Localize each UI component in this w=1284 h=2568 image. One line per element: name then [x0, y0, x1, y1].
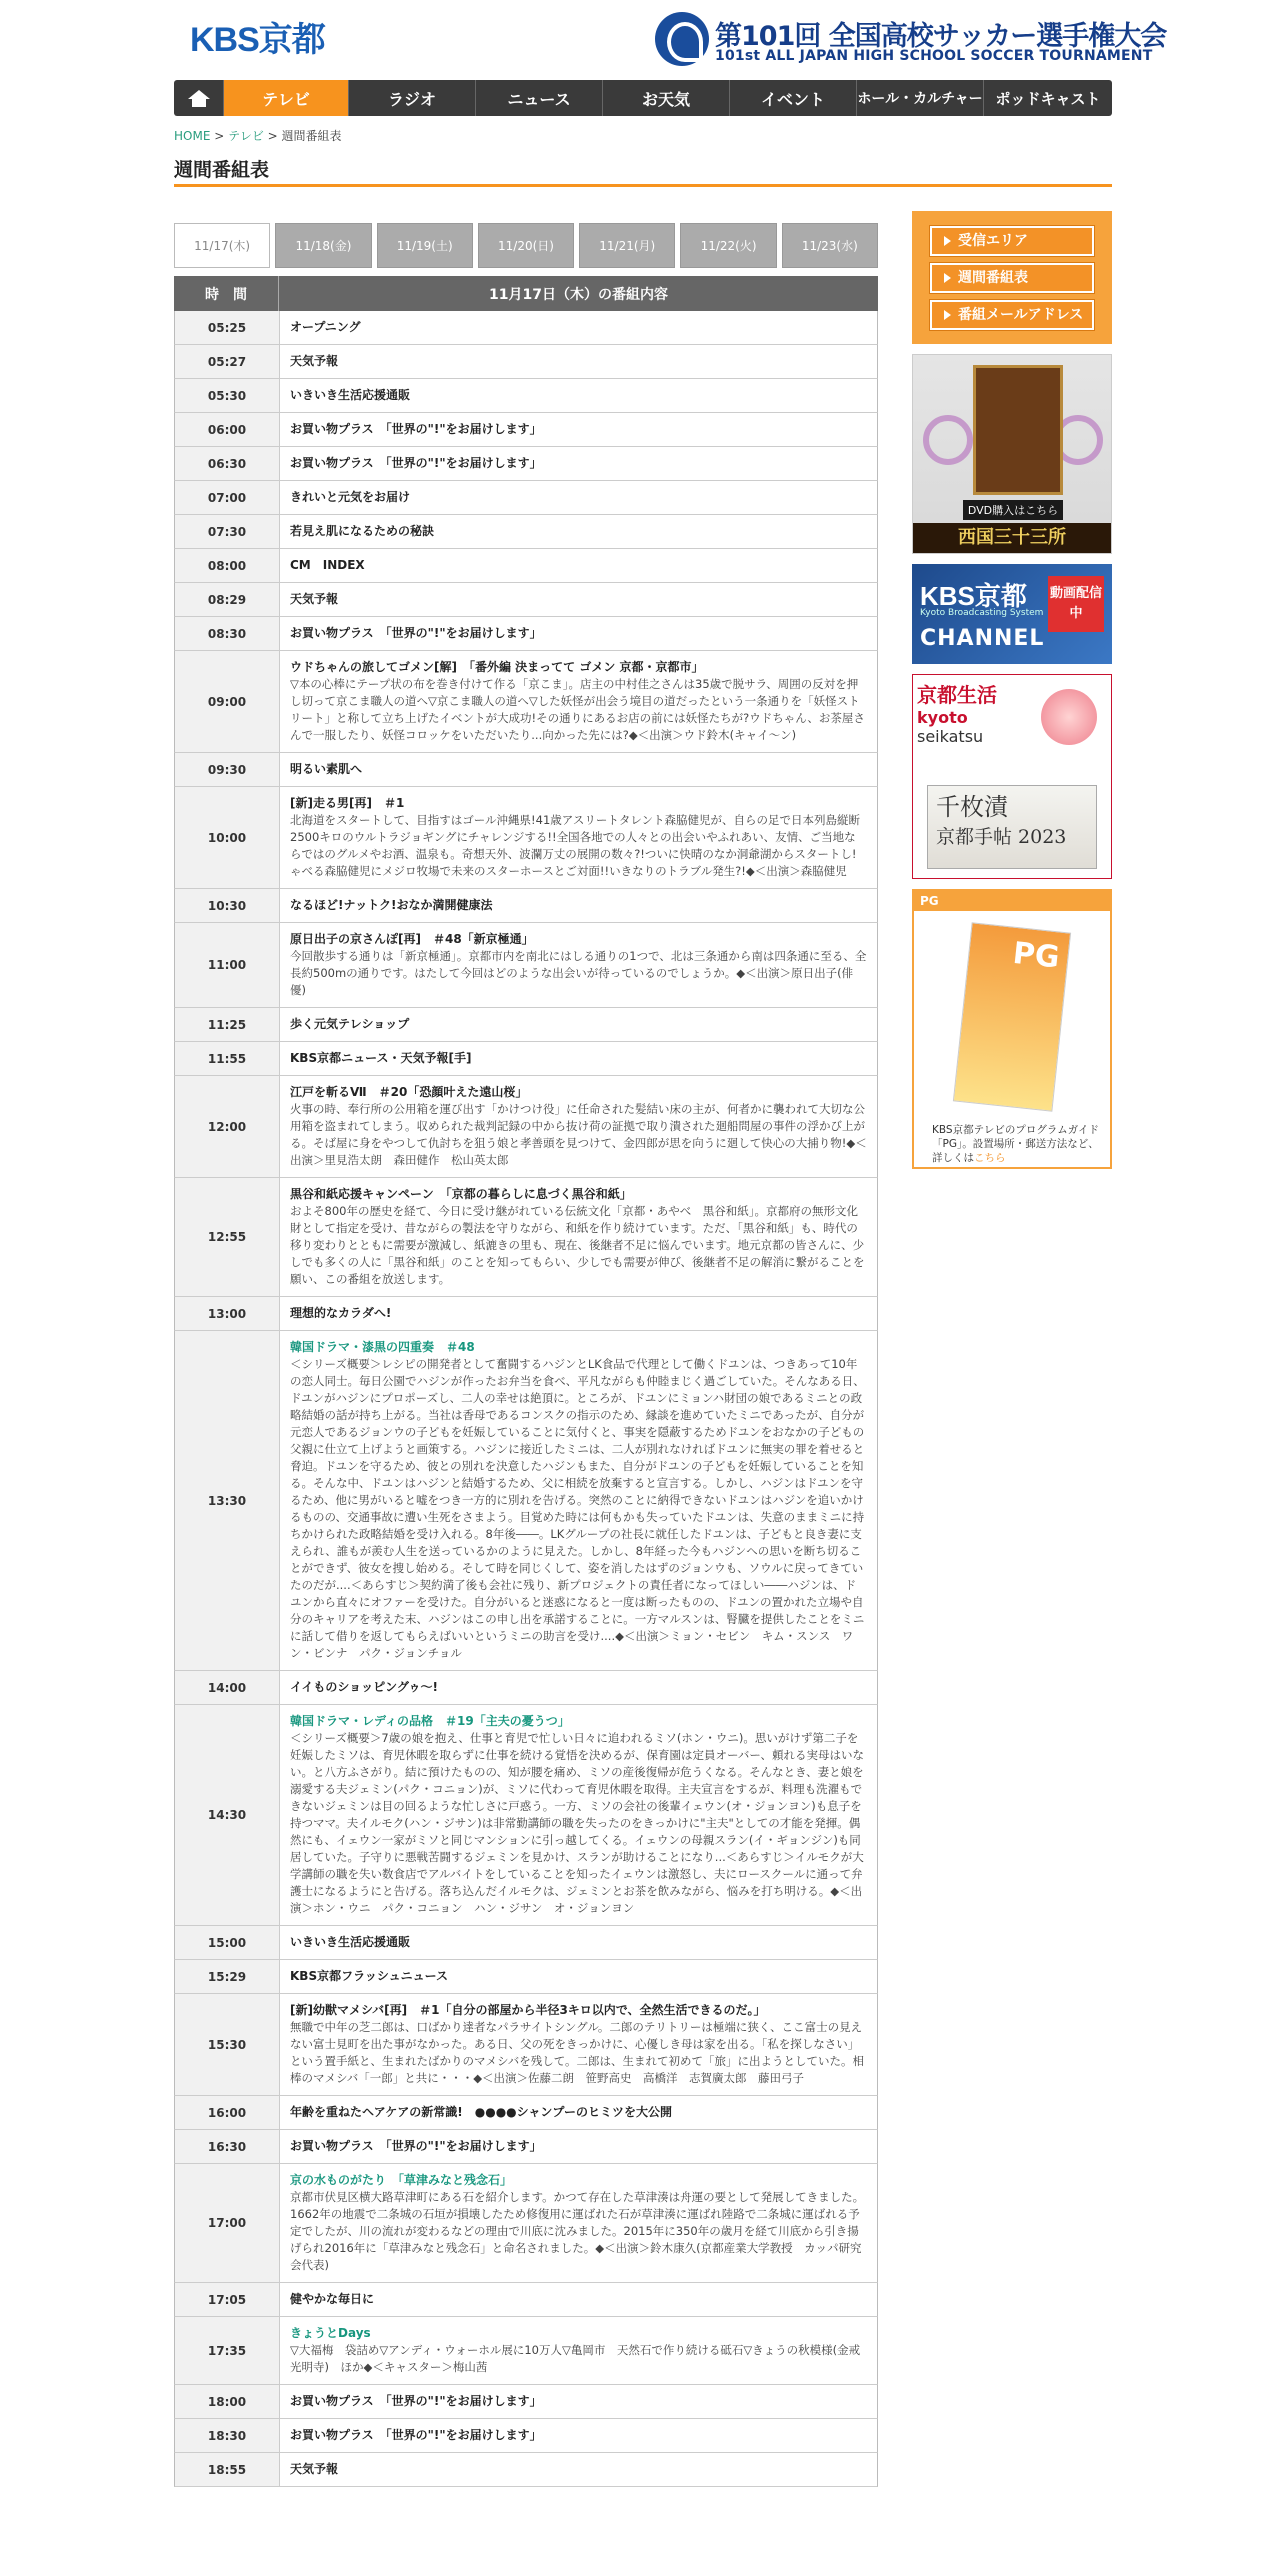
program-mail-button[interactable]: 番組メールアドレス	[930, 300, 1094, 330]
program-description: ▽本の心棒にテープ状の布を巻き付けて作る「京こま」。店主の中村佳之さんは35歳で脱サラ、周囲の反対を押し切って京こま職人の道へ▽京こま職人の道へ▽した妖怪が出会う境目の道だったという一条通りを「妖怪ストリート」と称して立ち上げたイベントが大成功!その通りにあるお店の前には妖怪たちが?ウドちゃん、お茶屋さんで一服したり、妖怪コロッケをいただいたり...向かった先には?◆＜出演＞ウド鈴木(キャイ～ン)	[290, 677, 865, 742]
program-time: 13:30	[175, 1331, 280, 1670]
program-content	[280, 2317, 877, 2384]
nav-item-news[interactable]: ニュース	[476, 80, 603, 116]
program-time: 13:00	[175, 1297, 280, 1330]
table-row	[174, 2419, 878, 2453]
program-content	[280, 515, 877, 548]
cho-title: 千枚漬	[936, 793, 1008, 821]
program-time: 07:30	[175, 515, 280, 548]
tab-date[interactable]: 11/23(水)	[782, 223, 878, 268]
program-description: 北海道をスタートして、目指すはゴール沖縄県!41歳アスリートタレント森脇健児が、自らの足で日本列島縦断2500キロのウルトラジョギングにチャレンジする!!全国各地での人々との出会いやふれあい、友情、ご当地ならではのグルメやお酒、温泉も。奇想天外、波瀾万丈の展開の数々?!ついに快晴のなか洞爺湖からスタートし!ゃべる森脇健児にメジロ牧場で未来のスターホースとご対面!!いきなりのトラブル発生?!◆＜出演＞森脇健児	[290, 813, 861, 878]
senmaizuke-notebook[interactable]	[927, 785, 1097, 869]
weekly-schedule-button[interactable]: 週間番組表	[930, 263, 1094, 293]
breadcrumb-tv[interactable]: テレビ	[228, 129, 264, 143]
table-row	[174, 311, 878, 345]
program-title: お買い物プラス 「世界の"!"をお届けします」	[290, 422, 542, 436]
program-title: お買い物プラス 「世界の"!"をお届けします」	[290, 626, 542, 640]
content-column-header: 11月17日（木）の番組内容	[489, 286, 668, 303]
table-row	[174, 1297, 878, 1331]
table-row	[174, 1331, 878, 1671]
program-content	[280, 1926, 877, 1959]
table-row	[174, 447, 878, 481]
program-time: 17:00	[175, 2164, 280, 2282]
schedule-table	[174, 311, 878, 2487]
program-content	[280, 2419, 877, 2452]
saigoku-title: 西国三十三所	[913, 523, 1111, 553]
table-row	[174, 1178, 878, 1297]
kyoto-sub: kyoto	[917, 708, 968, 727]
pg-booklet-image[interactable]	[953, 922, 1071, 1111]
tab-date[interactable]: 11/22(火)	[680, 223, 776, 268]
program-title: お買い物プラス 「世界の"!"をお届けします」	[290, 456, 542, 470]
program-content	[280, 1671, 877, 1704]
tab-date[interactable]: 11/17(木)	[174, 223, 270, 268]
table-row	[174, 1042, 878, 1076]
table-row	[174, 2317, 878, 2385]
sidebar-menu	[912, 211, 1112, 344]
program-content	[280, 413, 877, 446]
program-time: 06:00	[175, 413, 280, 446]
program-content	[280, 2453, 877, 2486]
program-time: 15:29	[175, 1960, 280, 1993]
program-content	[280, 2385, 877, 2418]
program-time: 08:30	[175, 617, 280, 650]
breadcrumb: HOME > テレビ > 週間番組表	[174, 129, 342, 143]
kyoto-seikatsu: seikatsu	[917, 727, 984, 746]
program-time: 08:29	[175, 583, 280, 616]
kyoto-title: 京都生活	[917, 683, 997, 707]
dvd-box-icon	[973, 365, 1063, 495]
program-time: 18:00	[175, 2385, 280, 2418]
program-title: 天気予報	[290, 592, 339, 606]
program-time: 16:00	[175, 2096, 280, 2129]
program-title: いきいき生活応援通販	[290, 388, 411, 402]
program-title: お買い物プラス 「世界の"!"をお届けします」	[290, 2139, 542, 2153]
table-row	[174, 2385, 878, 2419]
program-description: 火事の時、奉行所の公用箱を運び出す「かけつけ役」に任命された髪結い床の主が、何者かに襲われて大切な公用箱を盗まれてしまう。収められた裁判記録の中から抜け荷の証拠で取り潰された廻船問屋の事件の浮かび上がる。そば屋に身をやつして仇討ちを狙う娘と孝善頭を見つけて、金四郎が思を向うに廻して快心の大捕り物!◆＜出演＞里見浩太朗 森田健作 松山英太郎	[290, 1102, 867, 1167]
page-title: 週間番組表	[174, 155, 1112, 187]
cho-line2: 京都手帖 2023	[936, 826, 1067, 848]
program-title: イイものショッピングゥ～!	[290, 1680, 439, 1694]
program-time: 10:30	[175, 889, 280, 922]
program-description: ＜シリーズ概要＞7歳の娘を抱え、仕事と育児で忙しい日々に追われるミソ(ホン・ウニ)。思いがけず第二子を妊娠したミソは、育児休暇を取らずに仕事を続ける覚悟を決めるが、保育園は定員オーバー、頼れる実母はいない。と八方ふさがり。結に預けたものの、知が腰を痛め、ミソの産後復帰が危うくなる。そんなとき、妻と娘を溺愛する夫ジェミン(パク・コニョン)が、ミソに代わって育児休暇を取得。主夫宣言をするが、料理も洗濯もできないジェミンは目の回るような忙しさに戸惑う。一方、ミソの会社の後輩イェウン(オ・ジョンヨン)も息子を持つママ。夫イルモク(ハン・ジサン)は非常勤講師の職を失ったのをきっかけに"主夫"としての才能を発揮。偶然にも、イェウン一家がミソと同じマンションに引っ越してくる。イェウンの母親スラン(イ・ギョンジン)も同居していた。子守りに悪戦苦闘するジェミンを見かけ、スランが助けることになり...＜あらすじ＞イルモクが大学講師の職を失い数食店でアルバイトをしていることを知ったイェウンは激怒し、夫にロースクールに通って弁護士になるようにと告げる。落ち込んだイルモクは、ジェミンとお茶を飲みながら、悩みを打ち明ける。◆＜出演＞ホン・ウニ パク・コニョン ハン・ジサン オ・ジョンヨン	[290, 1731, 864, 1915]
program-title: 健やかな毎日に	[290, 2292, 375, 2306]
program-time: 09:30	[175, 753, 280, 786]
saigoku-dvd-banner[interactable]	[912, 354, 1112, 554]
program-title: オープニング	[290, 320, 361, 334]
schedule-table-header	[174, 276, 878, 311]
program-time: 09:00	[175, 651, 280, 752]
program-description: 今回散歩する通りは「新京極通」。京都市内を南北にはしる通りの1つで、北は三条通から南は四条通に至る、全長約500mの通りです。はたして今回はどのような出会いが待っているのでしょうか。◆＜出演＞原日出子(俳優)	[290, 949, 867, 997]
program-time: 11:55	[175, 1042, 280, 1075]
breadcrumb-home[interactable]: HOME	[174, 129, 211, 143]
program-content	[280, 379, 877, 412]
program-content	[280, 1178, 877, 1296]
soccer-ball-icon	[655, 12, 709, 66]
program-content	[280, 1994, 877, 2095]
nav-item-radio[interactable]: ラジオ	[349, 80, 476, 116]
banner-subtitle: 101st ALL JAPAN HIGH SCHOOL SOCCER TOURNAMENT	[715, 48, 1153, 64]
program-time: 16:30	[175, 2130, 280, 2163]
sidebar	[912, 211, 1112, 1169]
table-row	[174, 753, 878, 787]
channel-logo: KBS京都	[920, 581, 1027, 611]
pg-description: KBS京都テレビのプログラムガイド「PG」。設置場所・郵送方法など、詳しくはこちら	[932, 1124, 1099, 1164]
program-title: 明るい素肌へ	[290, 762, 363, 776]
program-title[interactable]: 韓国ドラマ・レディの品格 ＃19「主夫の憂うつ」	[290, 1714, 570, 1728]
program-title: いきいき生活応援通販	[290, 1935, 411, 1949]
tab-date[interactable]: 11/21(月)	[579, 223, 675, 268]
program-description: 無職で中年の芝二郎は、口ばかり達者なパラサイトシングル。二郎のテリトリーは極端に狭く、ここ富士の見えない富士見町を出た事がなかった。ある日、父の死をきっかけに、心優しき母は家を出る。「私を探しなさい」という置手紙と、生まれたばかりのマメシバを残して。二郎は、生まれて初めて「旅」に出ようとしていた。相棒のマメシバ「一郎」と共に・・・◆＜出演＞佐藤二朗 笹野高史 高橋洋 志賀廣太郎 藤田弓子	[290, 2020, 864, 2085]
table-row	[174, 787, 878, 889]
program-time: 12:55	[175, 1178, 280, 1296]
program-description: およそ800年の歴史を経て、今日に受け継がれている伝統文化「京都・あやべ 黒谷和紙」。京都府の無形文化財として指定を受け、昔ながらの製法を守りながら、和紙を作り続けています。ただ、「黒谷和紙」も、時代の移り変わりとともに需要が激減し、紙漉きの里も、現在、後継者不足に悩んでいます。地元京都の皆さんに、少しでも多くの人に「黒谷和紙」のことを知ってもらい、少しでも需要が伸び、後継者不足の解消に繋がることを願い、この番組を放送します。	[290, 1204, 865, 1286]
nav-item-tv[interactable]: テレビ	[224, 80, 349, 116]
pg-guide-box	[912, 889, 1112, 1169]
program-time: 11:00	[175, 923, 280, 1007]
channel-sub: Kyoto Broadcasting System	[920, 608, 1044, 618]
program-content	[280, 311, 877, 344]
program-title[interactable]: 韓国ドラマ・漆黒の四重奏 ＃48	[290, 1340, 475, 1354]
program-content	[280, 889, 877, 922]
program-time: 08:00	[175, 549, 280, 582]
dvd-disc-icon	[923, 415, 973, 465]
site-header	[175, 0, 1167, 75]
table-row	[174, 515, 878, 549]
program-time: 05:27	[175, 345, 280, 378]
program-title: [新]走る男[再] ＃1	[290, 796, 405, 810]
channel-name: CHANNEL	[920, 626, 1045, 651]
tab-date[interactable]: 11/20(日)	[478, 223, 574, 268]
breadcrumb-current: 週間番組表	[281, 129, 342, 143]
program-time: 11:25	[175, 1008, 280, 1041]
table-row	[174, 1076, 878, 1178]
program-title: 黒谷和紙応援キャンペーン 「京都の暮らしに息づく黒谷和紙」	[290, 1187, 632, 1201]
program-title: ウドちゃんの旅してゴメン[解] 「番外編 決まってて ゴメン 京都・京都市」	[290, 660, 704, 674]
program-time: 17:05	[175, 2283, 280, 2316]
table-row	[174, 923, 878, 1008]
program-content	[280, 345, 877, 378]
program-title: 若見え肌になるための秘訣	[290, 524, 435, 538]
program-content	[280, 481, 877, 514]
dvd-purchase-label: DVD購入はこちら	[963, 500, 1063, 520]
program-title: 歩く元気テレショップ	[290, 1017, 410, 1031]
soccer-tournament-banner[interactable]	[655, 8, 1167, 68]
program-content	[280, 787, 877, 888]
table-row	[174, 1671, 878, 1705]
reception-area-button[interactable]: 受信エリア	[930, 226, 1094, 256]
table-row	[174, 1705, 878, 1926]
table-row	[174, 1926, 878, 1960]
program-title: [新]幼獣マメシバ[再] ＃1「自分の部屋から半径3キロ以内で、全然生活できるのだ。」	[290, 2003, 766, 2017]
program-time: 14:00	[175, 1671, 280, 1704]
program-content	[280, 1297, 877, 1330]
nav-item-weather[interactable]: お天気	[603, 80, 730, 116]
program-title: KBS京都フラッシュニュース	[290, 1969, 449, 1983]
program-title: お買い物プラス 「世界の"!"をお届けします」	[290, 2394, 542, 2408]
program-time: 15:30	[175, 1994, 280, 2095]
table-row	[174, 1960, 878, 1994]
program-time: 10:00	[175, 787, 280, 888]
nav-item-podcast[interactable]: ポッドキャスト	[995, 89, 1101, 108]
program-title: KBS京都ニュース・天気予報[手]	[290, 1051, 472, 1065]
program-time: 05:30	[175, 379, 280, 412]
program-content	[280, 2130, 877, 2163]
table-row	[174, 413, 878, 447]
program-title: 天気予報	[290, 354, 339, 368]
table-row	[174, 481, 878, 515]
program-time: 18:55	[175, 2453, 280, 2486]
program-title: CM INDEX	[290, 558, 365, 572]
program-content	[280, 583, 877, 616]
program-content	[280, 617, 877, 650]
table-row	[174, 2283, 878, 2317]
table-row	[174, 617, 878, 651]
main-nav	[174, 80, 1112, 116]
table-row	[174, 379, 878, 413]
table-row	[174, 889, 878, 923]
table-row	[174, 2453, 878, 2487]
program-description: ▽大福梅 袋詰め▽アンディ・ウォーホル展に10万人▽亀岡市 天然石で作り続ける砥石▽きょうの秋模様(金戒光明寺) ほか◆＜キャスター＞梅山茜	[290, 2343, 861, 2374]
program-time: 06:30	[175, 447, 280, 480]
table-row	[174, 2164, 878, 2283]
table-row	[174, 549, 878, 583]
program-title: お買い物プラス 「世界の"!"をお届けします」	[290, 2428, 542, 2442]
program-time: 17:35	[175, 2317, 280, 2384]
program-content	[280, 549, 877, 582]
video-badge: 動画配信中	[1048, 576, 1104, 632]
nav-item-event[interactable]: イベント	[730, 80, 857, 116]
program-content	[280, 1705, 877, 1925]
program-time: 12:00	[175, 1076, 280, 1177]
program-title: 天気予報	[290, 2462, 339, 2476]
program-content	[280, 923, 877, 1007]
program-time: 18:30	[175, 2419, 280, 2452]
banner-title: 第101回 全国高校サッカー選手権大会	[715, 21, 1167, 52]
program-content	[280, 753, 877, 786]
program-content	[280, 2096, 877, 2129]
kyoto-seikatsu-banner[interactable]	[912, 674, 1112, 879]
program-content	[280, 1331, 877, 1670]
table-row	[174, 2096, 878, 2130]
program-content	[280, 1042, 877, 1075]
table-row	[174, 583, 878, 617]
program-title: 原日出子の京さんぽ[再] ＃48「新京極通」	[290, 932, 534, 946]
program-title: なるほど!ナットク!おなか満開健康法	[290, 898, 493, 912]
program-title[interactable]: 京の水ものがたり 「草津みなと残念石」	[290, 2173, 513, 2187]
flower-icon	[1041, 689, 1097, 745]
date-tabs	[174, 223, 878, 268]
program-content	[280, 2164, 877, 2282]
home-icon[interactable]	[174, 80, 224, 116]
program-time: 05:25	[175, 311, 280, 344]
table-row	[174, 1994, 878, 2096]
table-row	[174, 651, 878, 753]
program-content	[280, 1008, 877, 1041]
tab-date[interactable]: 11/18(金)	[275, 223, 371, 268]
table-row	[174, 1008, 878, 1042]
pg-link[interactable]: こちら	[974, 1152, 1006, 1164]
table-row	[174, 345, 878, 379]
program-content	[280, 651, 877, 752]
program-title: きれいと元気をお届け	[290, 490, 411, 504]
program-time: 14:30	[175, 1705, 280, 1925]
program-title: 江戸を斬るⅦ ＃20「恐顔叶えた遠山桜」	[290, 1085, 528, 1099]
program-time: 07:00	[175, 481, 280, 514]
program-title[interactable]: きょうとDays	[290, 2326, 371, 2340]
program-content	[280, 1960, 877, 1993]
table-row	[174, 2130, 878, 2164]
nav-item-hall-culture[interactable]: ホール・カルチャー	[857, 80, 984, 116]
program-content	[280, 1076, 877, 1177]
kbs-logo[interactable]: KBS京都	[190, 21, 325, 59]
time-column-header: 時 間	[174, 276, 279, 311]
kbs-channel-banner[interactable]	[912, 564, 1112, 664]
program-content	[280, 447, 877, 480]
program-time: 15:00	[175, 1926, 280, 1959]
program-title: 年齢を重ねたヘアケアの新常識! ●●●●シャンプーのヒミツを大公開	[290, 2105, 673, 2119]
tab-date[interactable]: 11/19(土)	[377, 223, 473, 268]
program-title: 理想的なカラダへ!	[290, 1306, 392, 1320]
program-description: ＜シリーズ概要＞レシピの開発者として奮闘するハジンとLK食品で代理として働くドユンは、つきあって10年の恋人同士。毎日公園でハジンが作ったお弁当を食べ、平凡ながらも仲睦まじく過ごしていた。そんなある日、ドユンがハジンにプロポーズし、二人の幸せは絶頂に。ところが、ドユンにミョンハ財団の娘であるミニとの政略結婚の話が持ち上がる。当社は香母であるコンスクの指示のため、縁談を進めていたミニであったが、自分が元恋人であるジョンウの子どもを妊娠していることに気付くと、事実を隠蔽するためドユンをおなかの子どもの父親に仕立て上げようと画策する。ハジンに接近したミニは、二人が別れなければドユンに無実の罪を着せると脅迫。ドユンを守るため、彼との別れを決意したハジンもまた、自分がドユンの子どもを妊娠していることを知る。そんな中、ドユンはハジンと結婚するため、父に相続を放棄すると宣言する。しかし、ハジンはドユンを守るため、他に男がいると嘘をつき一方的に別れを告げる。突然のことに納得できないドユンはハジンを追いかけるものの、交通事故に遭い生死をさまよう。目覚めた時には何もかも失っていたドユンは、失意のままミニに持ちかけられた政略結婚を受け入れる。8年後――。LKグループの社長に就任したドユンは、子どもと良き妻に支えられ、誰もが羨む人生を送っているかのように見えた。しかし、8年経った今もハジンへの思いを断ち切ることができず、彼女を捜し始める。そして時を同じくして、姿を消したはずのジョンウも、ソウルに戻ってきていたのだが....＜あらすじ＞契約満了後も会社に残り、新プロジェクトの責任者になってほしい――ハジンは、ドユンから直々にオファーを受けた。自分がいると迷惑になると一度は断ったものの、ドユンの置かれた立場や自分のキャリアを考えた末、ハジンはこの申し出を承諾することに。一方マルスンは、腎臓を提供したことをミニに話して借りを返してもらえばいいというミニの助言を受け....◆＜出演＞ミョン・セビン キム・スンス ワン・ビンナ パク・ジョンチョル	[290, 1357, 865, 1660]
program-content	[280, 2283, 877, 2316]
pg-header: PG	[914, 891, 1110, 911]
program-description: 京都市伏見区横大路草津町にある石を紹介します。かつて存在した草津湊は舟運の要として発展してきました。1662年の地震で二条城の石垣が損壊したため修復用に運ばれた石が草津湊に運ばれ陸路で二条城に運ばれる予定でしたが、川の流れが変わるなどの理由で川底に沈みました。2015年に350年の歳月を経て川底から引き揚げられ2016年に「草津みなと残念石」と命名されました。◆＜出演＞鈴木康久(京都産業大学教授 カッパ研究会代表)	[290, 2190, 865, 2272]
